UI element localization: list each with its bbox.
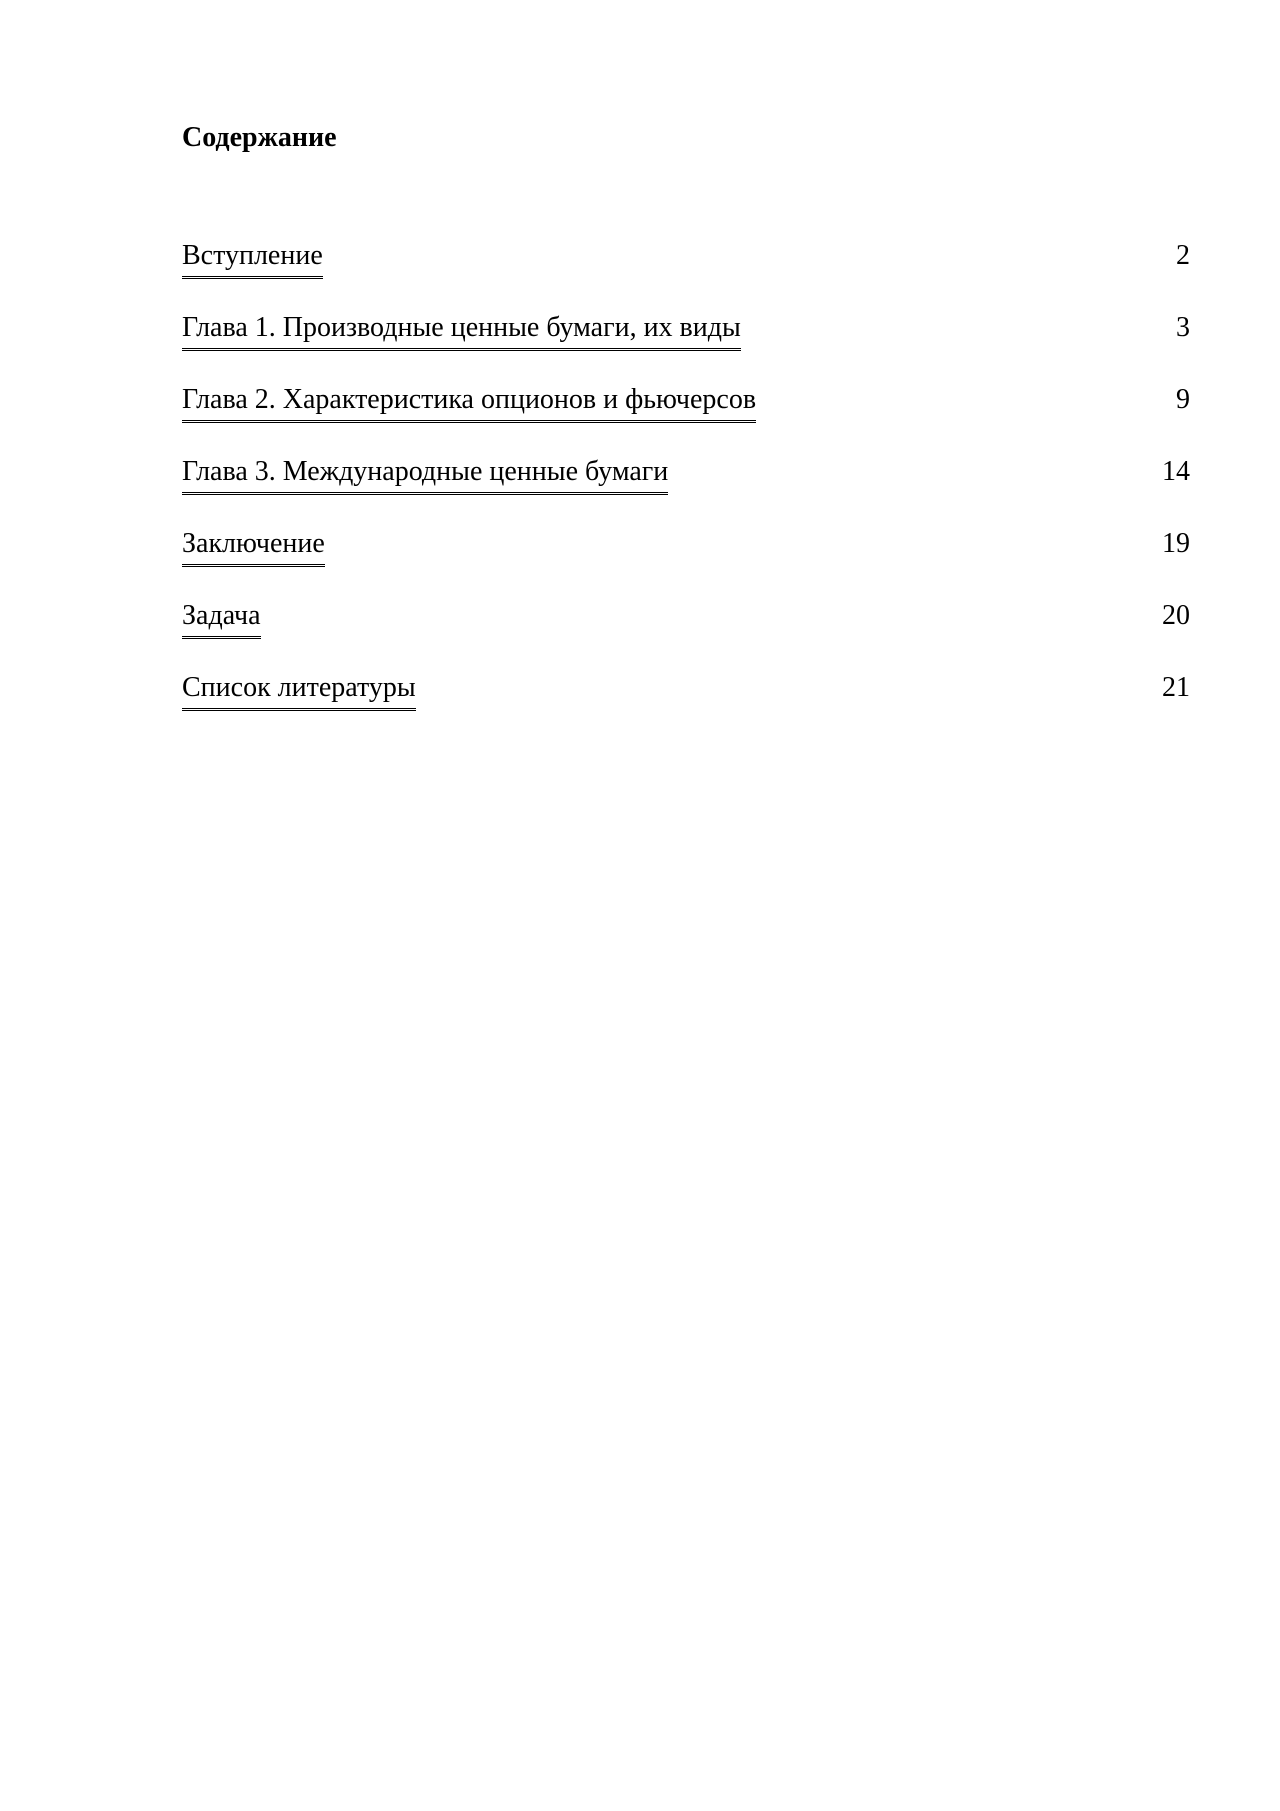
toc-link-introduction[interactable]: Вступление — [182, 236, 323, 279]
toc-page-number: 2 — [1176, 240, 1190, 271]
toc-link-conclusion[interactable]: Заключение — [182, 524, 325, 567]
table-of-contents — [182, 236, 1190, 740]
toc-link-task[interactable]: Задача — [182, 596, 261, 639]
toc-page-number: 3 — [1176, 312, 1190, 343]
toc-heading: Содержание — [182, 122, 337, 153]
toc-entry — [182, 380, 1190, 452]
toc-link-chapter-1[interactable]: Глава 1. Производные ценные бумаги, их виды — [182, 308, 741, 351]
toc-page-number: 14 — [1162, 456, 1190, 487]
toc-entry — [182, 596, 1190, 668]
toc-link-bibliography[interactable]: Список литературы — [182, 668, 416, 711]
toc-entry — [182, 524, 1190, 596]
toc-entry — [182, 452, 1190, 524]
toc-link-chapter-2[interactable]: Глава 2. Характеристика опционов и фьючерсов — [182, 380, 756, 423]
toc-entry — [182, 668, 1190, 740]
toc-page-number: 9 — [1176, 384, 1190, 415]
toc-entry — [182, 236, 1190, 308]
toc-page-number: 19 — [1162, 528, 1190, 559]
toc-page-number: 21 — [1162, 672, 1190, 703]
toc-link-chapter-3[interactable]: Глава 3. Международные ценные бумаги — [182, 452, 668, 495]
toc-page-number: 20 — [1162, 600, 1190, 631]
toc-entry — [182, 308, 1190, 380]
